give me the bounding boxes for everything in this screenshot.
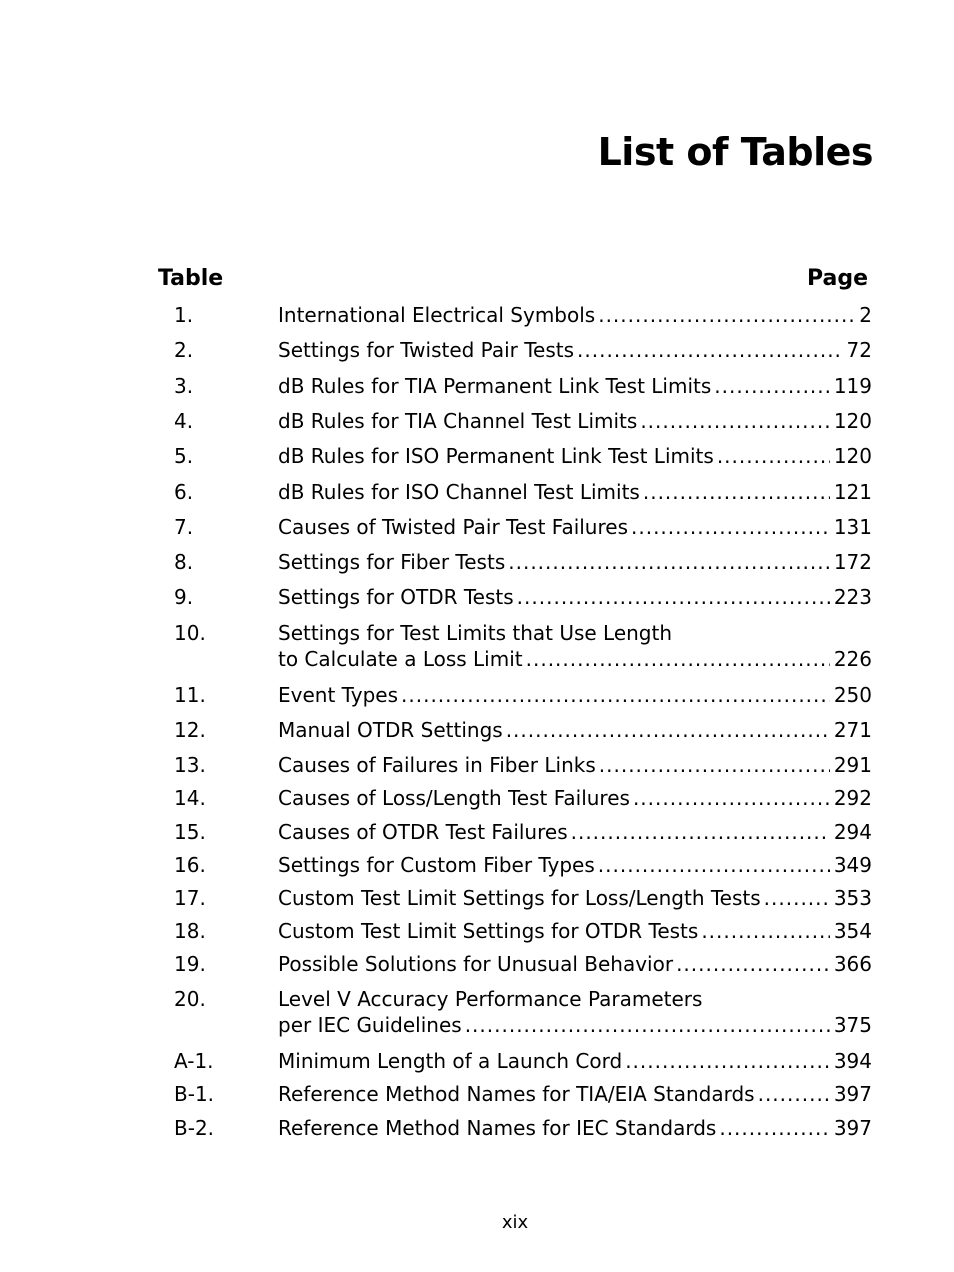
table-entry-number: 20. <box>174 987 206 1011</box>
table-entry-number: A-1. <box>174 1049 214 1073</box>
table-entry-title-block <box>278 373 872 399</box>
table-entry-page: 397 <box>833 1116 872 1140</box>
table-entry-line <box>278 1115 872 1141</box>
table-entry-line <box>278 514 872 540</box>
dot-leader <box>625 1048 830 1074</box>
table-entry-title-block <box>278 951 872 977</box>
table-entry-line <box>278 1012 872 1038</box>
dot-leader <box>758 1081 830 1107</box>
table-entry-line <box>278 885 872 911</box>
table-entry-title: dB Rules for ISO Permanent Link Test Limits <box>278 444 714 468</box>
table-entry-page: 131 <box>833 515 872 539</box>
table-entry-title-block <box>278 549 872 575</box>
table-entry-number: 5. <box>174 444 194 468</box>
table-entry-number: 10. <box>174 621 206 645</box>
table-entry-title: to Calculate a Loss Limit <box>278 647 523 671</box>
table-entry-page: 397 <box>833 1082 872 1106</box>
table-entry-line <box>278 373 872 399</box>
table-entry-title-block <box>278 785 872 811</box>
table-entry-title: Settings for Custom Fiber Types <box>278 853 595 877</box>
table-entry-line <box>278 408 872 434</box>
table-entry-number: 15. <box>174 820 206 844</box>
table-entry-number: 8. <box>174 550 194 574</box>
table-entry-title: dB Rules for TIA Permanent Link Test Limits <box>278 374 712 398</box>
table-entry-title: Reference Method Names for IEC Standards <box>278 1116 717 1140</box>
table-entry-title: Settings for OTDR Tests <box>278 585 514 609</box>
table-entry-page: 226 <box>833 647 872 671</box>
table-entry-line <box>278 819 872 845</box>
table-entry-title: Possible Solutions for Unusual Behavior <box>278 952 674 976</box>
table-entry-title: Custom Test Limit Settings for Loss/Length Tests <box>278 886 761 910</box>
table-entry-number: 12. <box>174 718 206 742</box>
table-entry-line <box>278 852 872 878</box>
table-entry-line <box>278 918 872 944</box>
table-entry-number: 17. <box>174 886 206 910</box>
table-entry-number: B-2. <box>174 1116 215 1140</box>
page-title: List of Tables <box>597 130 873 174</box>
table-entry-page: 353 <box>833 886 872 910</box>
table-entry-title: dB Rules for TIA Channel Test Limits <box>278 409 638 433</box>
table-entry-page: 394 <box>833 1049 872 1073</box>
dot-leader <box>633 785 830 811</box>
table-entry-title-first-line: Settings for Test Limits that Use Length <box>278 621 673 645</box>
dot-leader <box>401 682 830 708</box>
table-entry-title-block <box>278 1048 872 1074</box>
table-entry-title: Causes of OTDR Test Failures <box>278 820 568 844</box>
table-entry-number: 7. <box>174 515 194 539</box>
table-entry-page: 120 <box>833 409 872 433</box>
table-entry-title-block <box>278 514 872 540</box>
dot-leader <box>598 852 830 878</box>
dot-leader <box>719 1115 829 1141</box>
table-entry-line <box>278 682 872 708</box>
table-entry-page: 119 <box>833 374 872 398</box>
table-entry-page: 366 <box>833 952 872 976</box>
table-entry-title-block <box>278 302 872 328</box>
table-entry-title: Causes of Failures in Fiber Links <box>278 753 596 777</box>
table-entry-line <box>278 302 872 328</box>
table-entry-page: 354 <box>833 919 872 943</box>
dot-leader <box>598 302 855 328</box>
table-entry-number: 11. <box>174 683 206 707</box>
table-entry-number: 13. <box>174 753 206 777</box>
table-entry-title-block <box>278 584 872 610</box>
page-number: xix <box>501 1212 529 1233</box>
table-entry-page: 172 <box>833 550 872 574</box>
table-entry-title-first-line: Level V Accuracy Performance Parameters <box>278 987 703 1011</box>
table-entry-title-block <box>278 986 872 1038</box>
table-entry-title: Minimum Length of a Launch Cord <box>278 1049 623 1073</box>
dot-leader <box>465 1012 830 1038</box>
table-entry-title-block <box>278 479 872 505</box>
table-entry-number: B-1. <box>174 1082 215 1106</box>
table-entry-title-block <box>278 819 872 845</box>
dot-leader <box>764 885 830 911</box>
table-entry-title-block <box>278 682 872 708</box>
dot-leader <box>631 514 830 540</box>
table-entry-page: 121 <box>833 480 872 504</box>
table-entry-number: 18. <box>174 919 206 943</box>
table-entry-title: per IEC Guidelines <box>278 1013 462 1037</box>
table-entry-title-block <box>278 885 872 911</box>
table-entry-page: 291 <box>833 753 872 777</box>
table-entry-title-block <box>278 1081 872 1107</box>
table-entry-title: Causes of Twisted Pair Test Failures <box>278 515 628 539</box>
dot-leader <box>717 443 830 469</box>
table-entry-title-block <box>278 1115 872 1141</box>
table-entry-line <box>278 646 872 672</box>
table-entry-page: 120 <box>833 444 872 468</box>
table-entry-line <box>278 584 872 610</box>
dot-leader <box>571 819 830 845</box>
table-entry-number: 16. <box>174 853 206 877</box>
table-entry-title-block <box>278 337 872 363</box>
table-entry-number: 1. <box>174 303 194 327</box>
table-entry-title-block <box>278 620 872 672</box>
table-entry-number: 3. <box>174 374 194 398</box>
table-entry-line <box>278 549 872 575</box>
table-entry-line <box>278 479 872 505</box>
table-entry-title-block <box>278 408 872 434</box>
table-entry-line <box>278 1048 872 1074</box>
dot-leader <box>714 373 830 399</box>
table-entry-title-block <box>278 752 872 778</box>
table-entry-number: 19. <box>174 952 206 976</box>
table-entry-page: 2 <box>859 303 872 327</box>
table-entry-title: Reference Method Names for TIA/EIA Standards <box>278 1082 755 1106</box>
table-entry-title-block <box>278 918 872 944</box>
table-entry-line <box>278 951 872 977</box>
table-entry-page: 223 <box>833 585 872 609</box>
table-entry-page: 292 <box>833 786 872 810</box>
table-entry-title: Settings for Fiber Tests <box>278 550 506 574</box>
table-entry-line <box>278 337 872 363</box>
dot-leader <box>577 337 843 363</box>
table-entry-number: 9. <box>174 585 194 609</box>
table-column-header: Table <box>158 266 224 291</box>
table-entry-line <box>278 1081 872 1107</box>
table-entry-title: Event Types <box>278 683 399 707</box>
table-entry-title: Custom Test Limit Settings for OTDR Tests <box>278 919 699 943</box>
table-entry-title-block <box>278 852 872 878</box>
table-entry-title-block <box>278 443 872 469</box>
dot-leader <box>676 951 830 977</box>
table-entry-page: 375 <box>833 1013 872 1037</box>
table-entry-line <box>278 752 872 778</box>
table-entry-line <box>278 785 872 811</box>
table-entry-title-block <box>278 717 872 743</box>
dot-leader <box>640 408 830 434</box>
dot-leader <box>599 752 830 778</box>
table-entry-title: International Electrical Symbols <box>278 303 596 327</box>
table-entry-title: Settings for Twisted Pair Tests <box>278 338 575 362</box>
table-entry-number: 14. <box>174 786 206 810</box>
dot-leader <box>508 549 830 575</box>
table-entry-title: Manual OTDR Settings <box>278 718 503 742</box>
dot-leader <box>506 717 830 743</box>
table-entry-page: 250 <box>833 683 872 707</box>
table-entry-page: 72 <box>846 338 872 362</box>
table-entry-page: 349 <box>833 853 872 877</box>
table-entry-line <box>278 443 872 469</box>
table-entry-number: 6. <box>174 480 194 504</box>
table-entry-title: Causes of Loss/Length Test Failures <box>278 786 630 810</box>
table-entry-page: 271 <box>833 718 872 742</box>
dot-leader <box>517 584 830 610</box>
dot-leader <box>643 479 830 505</box>
table-entry-number: 4. <box>174 409 194 433</box>
page-column-header: Page <box>806 266 868 291</box>
table-entry-line <box>278 717 872 743</box>
dot-leader <box>701 918 829 944</box>
table-entry-page: 294 <box>833 820 872 844</box>
table-entry-number: 2. <box>174 338 194 362</box>
table-entry-title: dB Rules for ISO Channel Test Limits <box>278 480 640 504</box>
dot-leader <box>526 646 830 672</box>
